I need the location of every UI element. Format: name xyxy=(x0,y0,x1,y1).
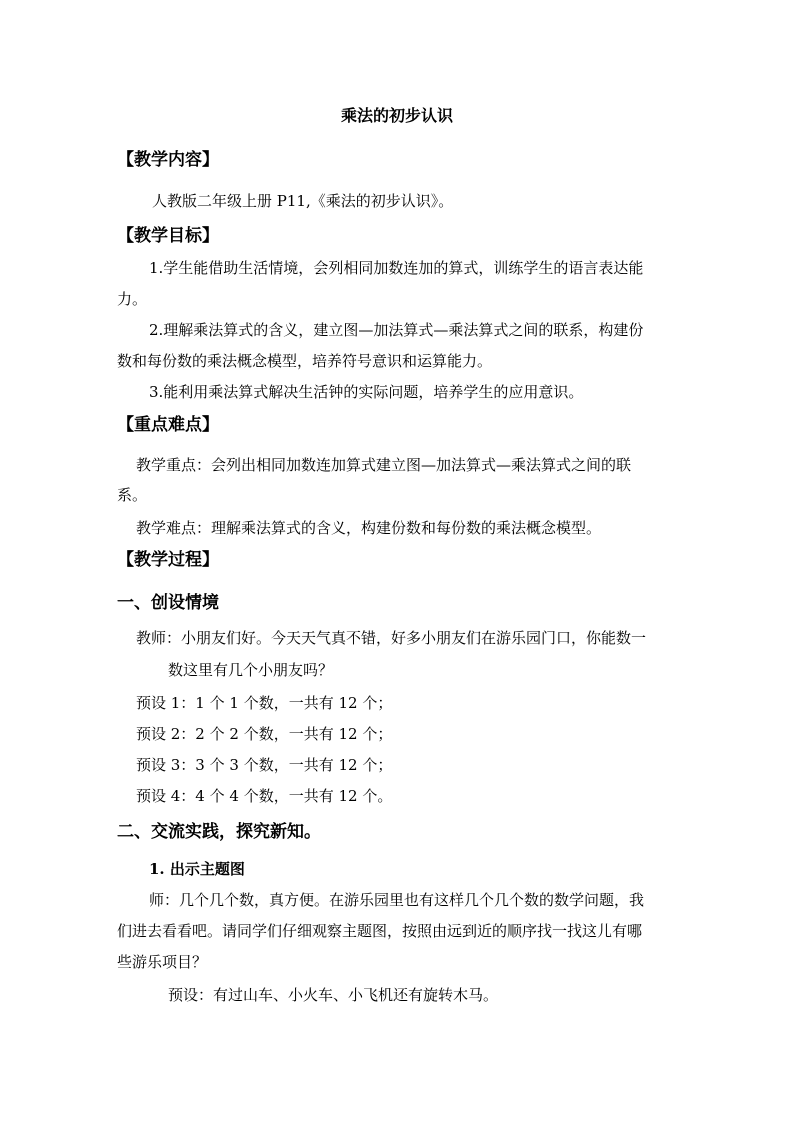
heading-part-one: 一、创设情境 xyxy=(117,593,219,613)
process-line: 预设 2：2 个 2 个数，一共有 12 个； xyxy=(136,725,393,743)
goal-line: 3.能利用乘法算式解决生活钟的实际问题，培养学生的应用意识。 xyxy=(149,383,584,401)
teaching-content-text: 人教版二年级上册 P11,《乘法的初步认识》。 xyxy=(152,192,454,210)
heading-teaching-content: 【教学内容】 xyxy=(117,150,219,170)
goal-line: 数和每份数的乘法概念模型，培养符号意识和运算能力。 xyxy=(117,352,493,370)
process-line: 预设：有过山车、小火车、小飞机还有旋转木马。 xyxy=(168,986,499,1004)
process-line: 些游乐项目？ xyxy=(117,953,208,971)
key-point-line: 教学难点：理解乘法算式的含义，构建份数和每份数的乘法概念模型。 xyxy=(136,519,602,537)
heading-key-points: 【重点难点】 xyxy=(117,415,219,435)
document-title: 乘法的初步认识 xyxy=(340,106,453,125)
subheading-show-theme-image: 1. 出示主题图 xyxy=(149,860,245,878)
process-line: 们进去看看吧。请同学们仔细观察主题图，按照由远到近的顺序找一找这儿有哪 xyxy=(117,922,643,940)
process-line: 预设 1：1 个 1 个数，一共有 12 个； xyxy=(136,694,393,712)
goal-line: 力。 xyxy=(117,290,148,308)
goal-line: 2.理解乘法算式的含义，建立图—加法算式—乘法算式之间的联系，构建份 xyxy=(149,321,644,339)
process-line: 教师：小朋友们好。今天天气真不错，好多小朋友们在游乐园门口，你能数一 xyxy=(136,629,647,647)
process-line: 预设 3：3 个 3 个数，一共有 12 个； xyxy=(136,756,393,774)
process-line: 预设 4：4 个 4 个数，一共有 12 个。 xyxy=(136,787,393,805)
goal-line: 1.学生能借助生活情境，会列相同加数连加的算式，训练学生的语言表达能 xyxy=(149,259,644,277)
heading-part-two: 二、交流实践，探究新知。 xyxy=(117,822,321,842)
process-line: 数这里有几个小朋友吗？ xyxy=(168,661,334,679)
process-line: 师：几个几个数，真方便。在游乐园里也有这样几个几个数的数学问题，我 xyxy=(149,891,645,909)
key-point-line: 系。 xyxy=(117,486,148,504)
heading-teaching-goals: 【教学目标】 xyxy=(117,226,219,246)
key-point-line: 教学重点：会列出相同加数连加算式建立图—加法算式—乘法算式之间的联 xyxy=(136,456,632,474)
heading-teaching-process: 【教学过程】 xyxy=(117,550,219,570)
